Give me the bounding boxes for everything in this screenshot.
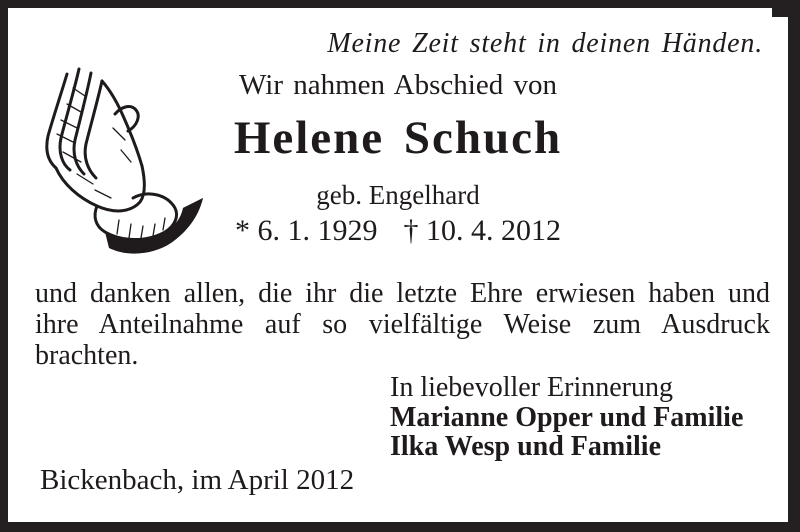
mourner-name: Marianne Opper und Familie <box>390 401 744 433</box>
memory-line: In liebevoller Erinnerung <box>390 372 674 403</box>
thanks-paragraph <box>35 278 770 371</box>
paragraph-line: ihre Anteilnahme auf so vielfältige Weise zum Ausdruck <box>35 309 770 340</box>
deceased-name: Helene Schuch <box>233 112 563 164</box>
epigraph-line: Meine Zeit steht in deinen Händen. <box>327 28 763 59</box>
farewell-intro-line: Wir nahmen Abschied von <box>239 69 557 101</box>
paragraph-line: brachten. <box>35 340 139 371</box>
place-date-line: Bickenbach, im April 2012 <box>40 464 355 496</box>
obituary-card <box>8 8 788 522</box>
life-dates-line <box>98 214 698 248</box>
death-date: † 10. 4. 2012 <box>403 214 561 247</box>
mourners-block <box>390 373 743 462</box>
scan-edge-artifact <box>772 8 788 17</box>
birth-date: * 6. 1. 1929 <box>235 214 378 247</box>
paragraph-line: und danken allen, die ihr die letzte Ehre erwiesen haben und <box>35 278 770 309</box>
maiden-name-line: geb. Engelhard <box>316 180 480 210</box>
mourner-name: Ilka Wesp und Familie <box>390 431 662 462</box>
